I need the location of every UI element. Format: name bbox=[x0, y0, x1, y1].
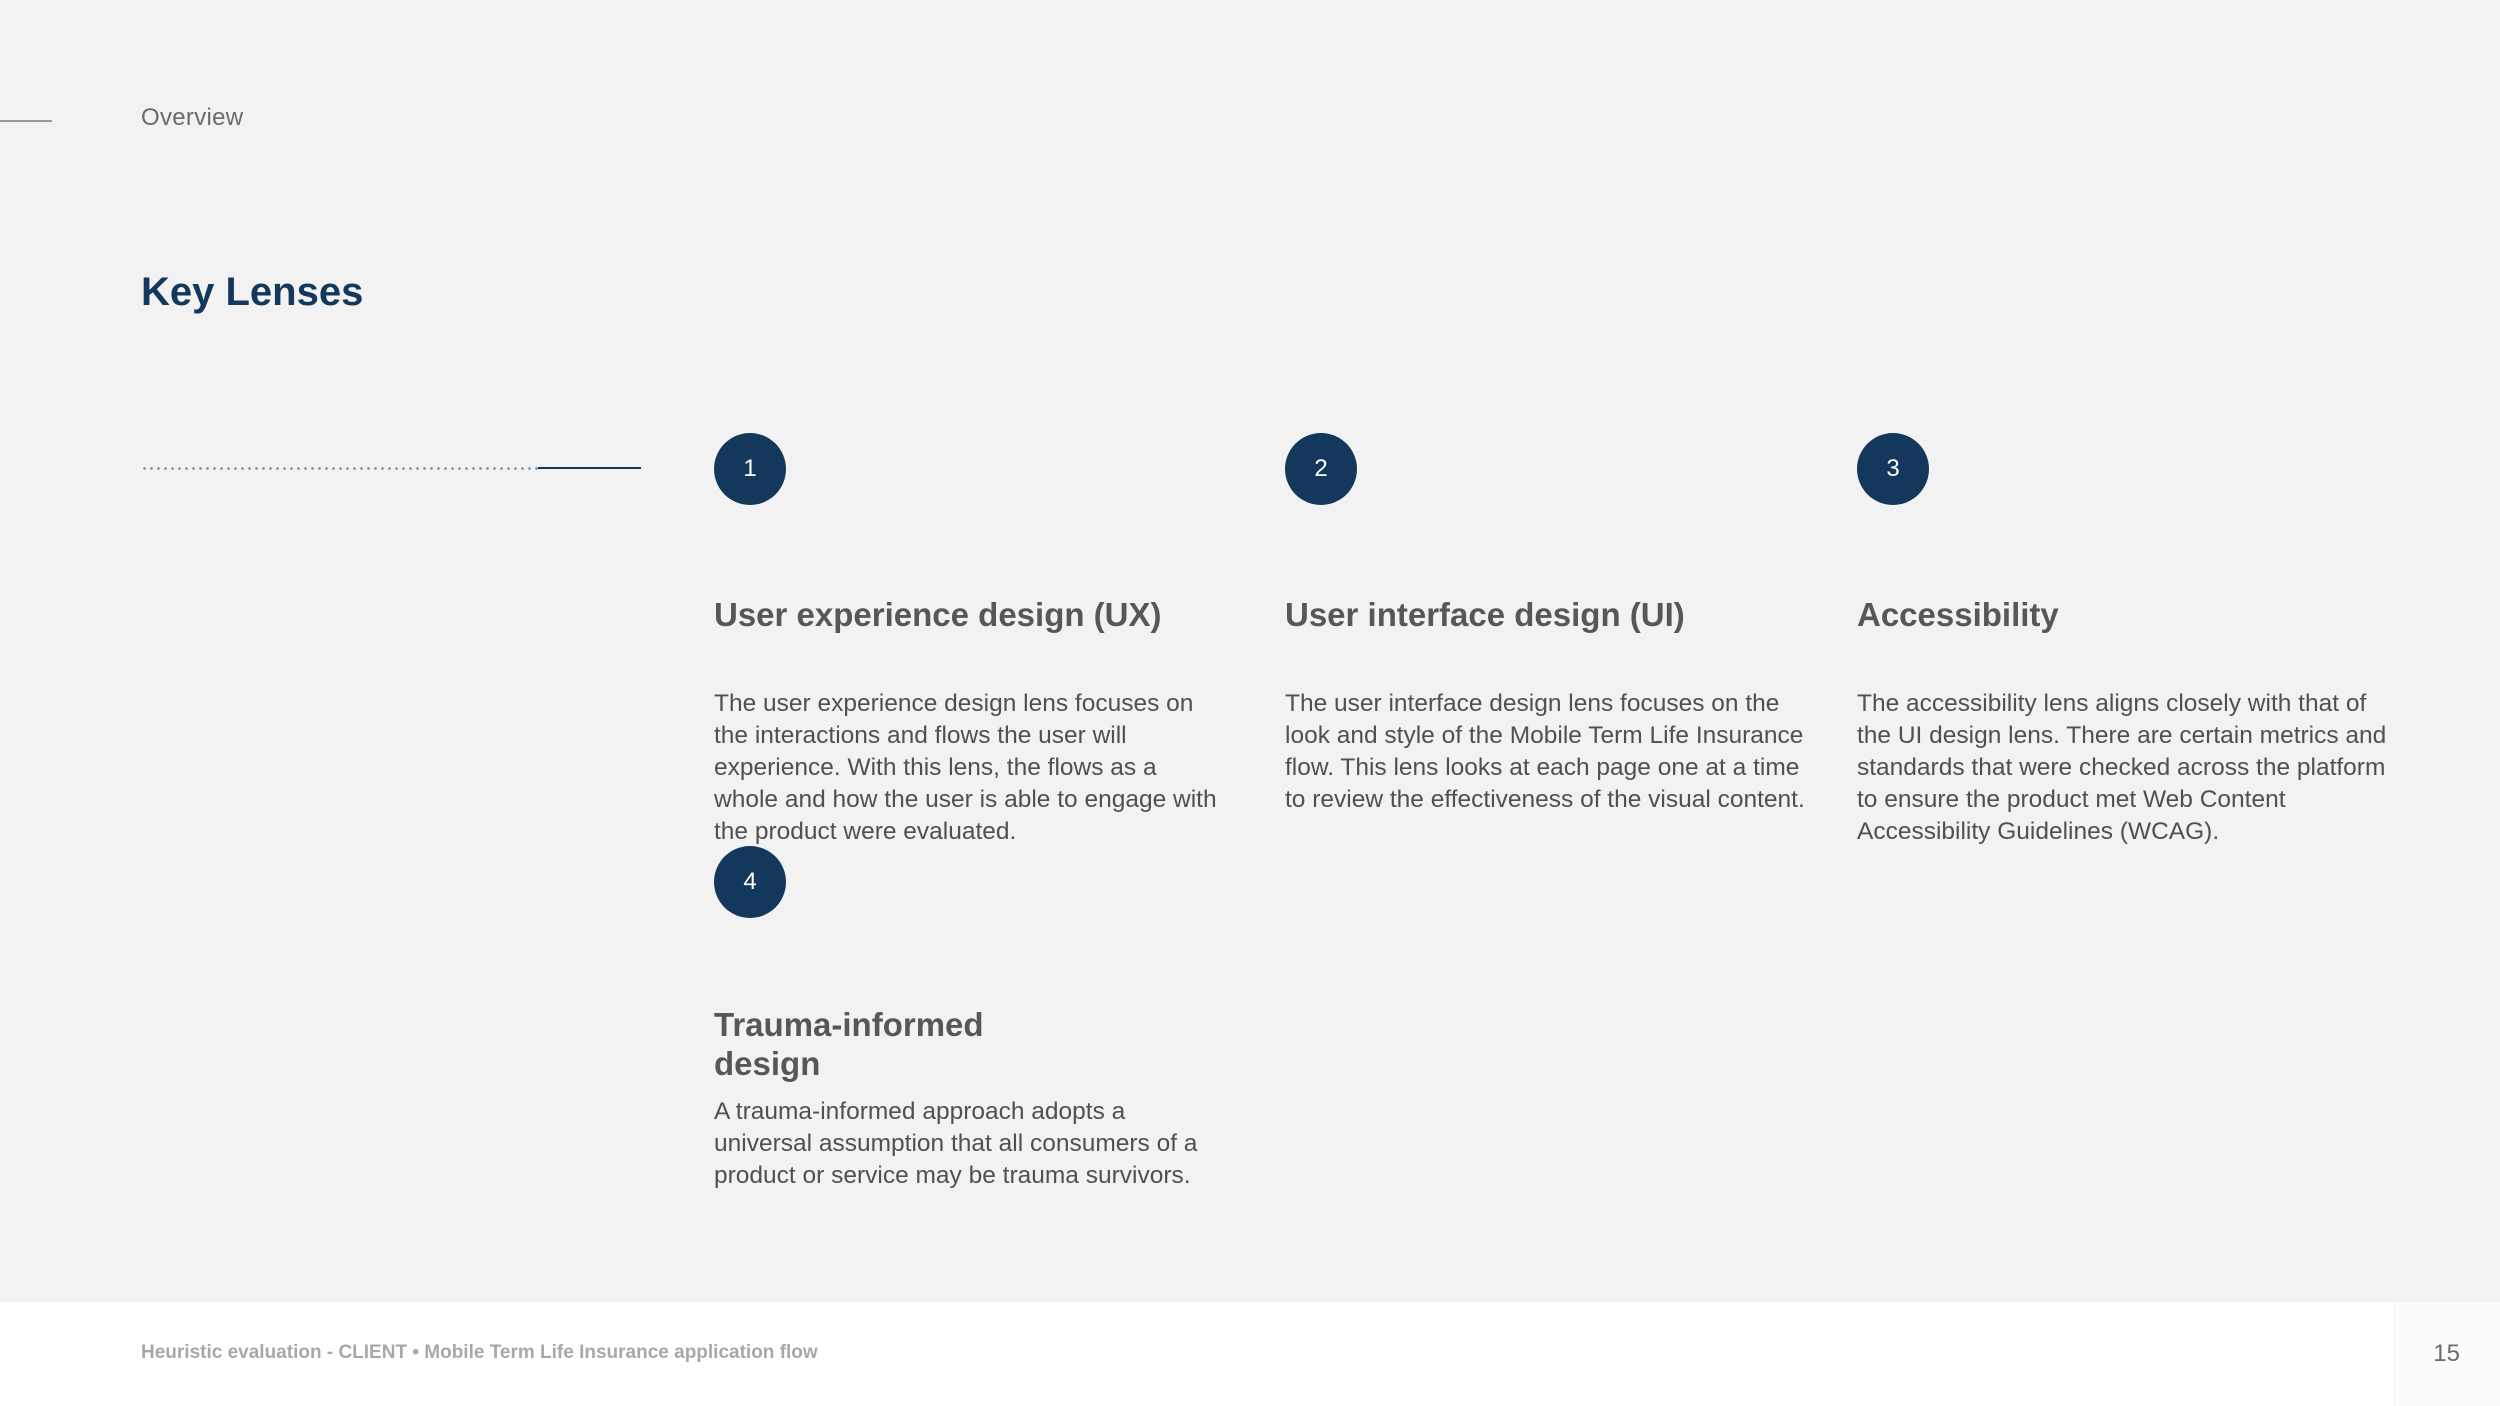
footer-caption: Heuristic evaluation - CLIENT • Mobile Term Life Insurance application flow bbox=[141, 1342, 818, 1363]
footer bbox=[0, 1302, 2500, 1406]
page-title: Key Lenses bbox=[141, 270, 364, 314]
lens-number-badge: 2 bbox=[1285, 433, 1357, 505]
lens-card-ux bbox=[714, 433, 1224, 848]
lens-title: User interface design (UI) bbox=[1285, 596, 1685, 633]
lens-description: The user interface design lens focuses on the look and style of the Mobile Term Life Insurance flow. This lens looks at each page one at a time to review the effectiveness of the visual content. bbox=[1285, 690, 1805, 813]
lens-number-badge: 1 bbox=[714, 433, 786, 505]
dotted-divider bbox=[141, 467, 641, 470]
page-number-box bbox=[2394, 1302, 2500, 1406]
lens-title: User experience design (UX) bbox=[714, 596, 1162, 633]
lens-title: Accessibility bbox=[1857, 596, 2059, 633]
divider-solid-segment bbox=[538, 467, 641, 469]
section-label: Overview bbox=[141, 104, 244, 131]
page-number: 15 bbox=[2433, 1340, 2460, 1367]
lens-card-ui bbox=[1285, 433, 1815, 816]
top-rule-divider bbox=[0, 120, 52, 122]
lens-card-trauma-informed bbox=[714, 846, 1224, 1192]
lens-description: The user experience design lens focuses on the interactions and flows the user will experience. With this lens, the flows as a whole and how the user is able to engage with the product were evaluated. bbox=[714, 690, 1217, 845]
divider-dots bbox=[141, 467, 538, 470]
lens-description: A trauma-informed approach adopts a universal assumption that all consumers of a product or service may be trauma survivors. bbox=[714, 1098, 1198, 1189]
lens-description: The accessibility lens aligns closely with that of the UI design lens. There are certain metrics and standards that were checked across the platform to ensure the product met Web Content Accessibility Guidelines (WCAG). bbox=[1857, 690, 2387, 845]
lens-number-badge: 3 bbox=[1857, 433, 1929, 505]
lens-card-accessibility bbox=[1857, 433, 2387, 848]
lens-number-badge: 4 bbox=[714, 846, 786, 918]
lens-title: Trauma-informed design bbox=[714, 1006, 984, 1082]
